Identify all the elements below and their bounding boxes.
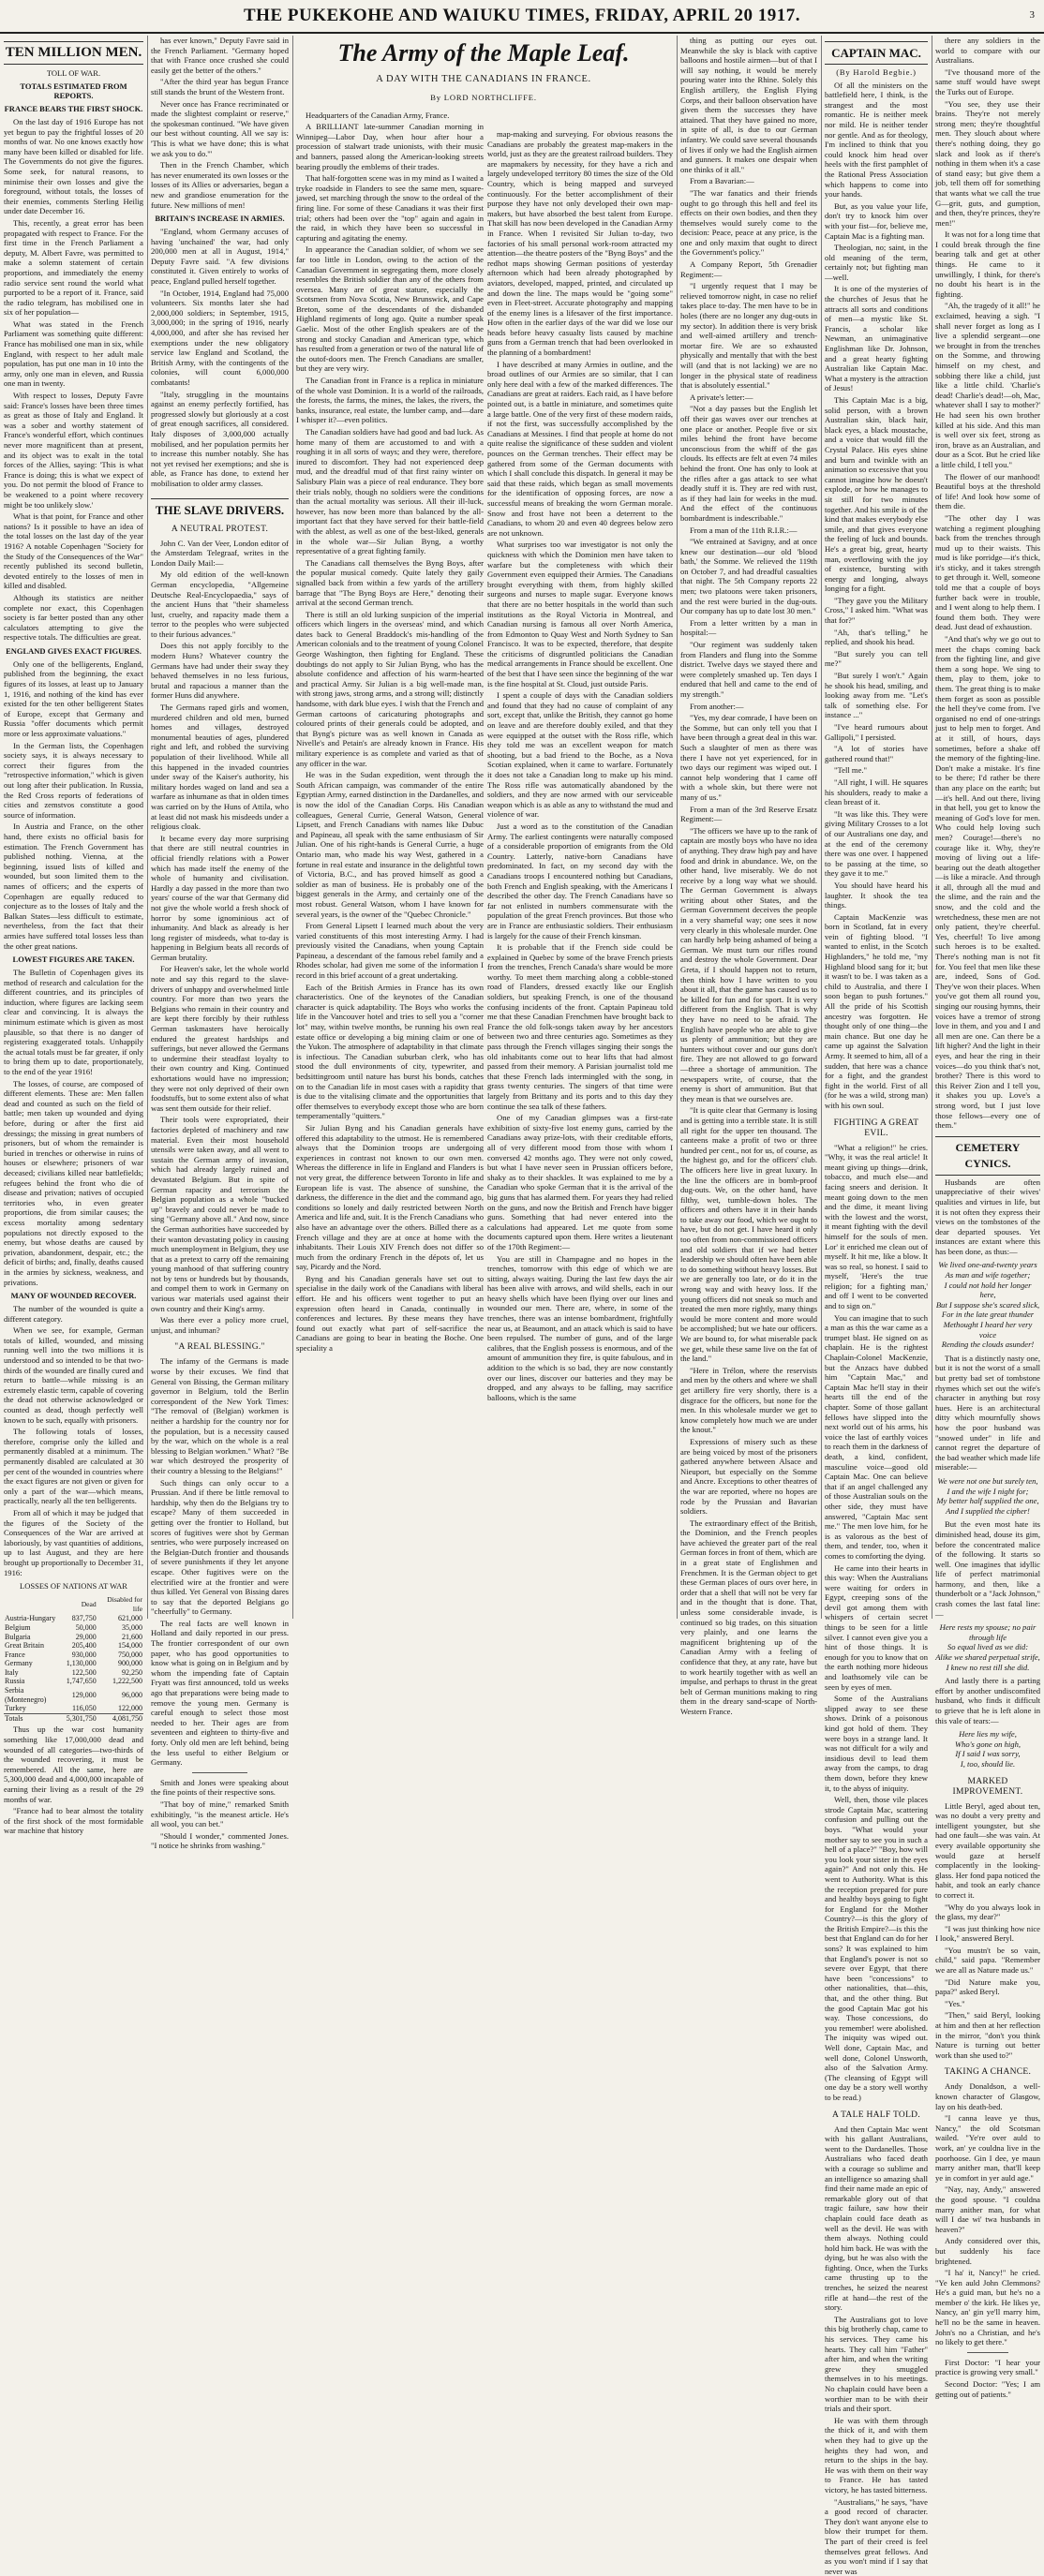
paragraph: "Australians," he says, "have a good record of character. They don't want anyone else to blow their trumpet for them. The part of their creed is feel themselves great fellows. And as you won't mind if I say that never was [825,2496,928,2576]
paragraph: "Our regiment was suddenly taken from Flanders and flung into the Somme district. Twelve days we stayed there and were completely smashed up. Ten days I endured that hell and came to the end of my strength." [680,640,817,699]
table-cell: 900,000 [118,1659,142,1668]
paragraph: "Should I wonder," commented Jones. "I notice he shrinks from washing." [151,1830,289,1851]
table-cell: Russia [5,1677,25,1686]
table-row [4,1668,143,1678]
headline-army-maple-leaf: The Army of the Maple Leaf. [337,39,630,67]
table-cell: 154,000 [118,1641,142,1651]
column-6 [825,36,928,2576]
table-cell: Turkey [5,1704,26,1713]
subhead: FRANCE BEARS THE FIRST SHOCK. [4,104,143,113]
table-header: Dead [81,1599,97,1608]
subhead: TAKING A CHANCE. [944,2067,1032,2078]
paragraph: From General Lipsett I learned much about the very varied constituents of this most interesting Army. I had previously visited the Canadians, when young Captain Papineau, a descendant of the famous rebel family and a Rhodes scholar, had given me some of the information I record in this brief account of a great undertaking. [296,921,484,981]
table-row [4,1704,143,1713]
table-cell: 4,081,750 [112,1713,142,1723]
paragraph: In the German lists, the Copenhagen society says, it is always necessary to correct their figures from the "retrospective information," which is given out long after their publication. In Russia, the Red Cross reports of federations of cities and zemstvos constitute a good source of information. [4,740,143,820]
byline: By LORD NORTHCLIFFE. [430,93,537,102]
table-cell: 1,747,650 [66,1677,97,1686]
paragraph: When we see, for example, German totals of killed, wounded, and missing running well into the two millions it is understood and so intended to be that two-thirds of the wounded are finally cured and return to battle—while missing is an extremely elastic term, capable of covering the dead not otherwise acknowledged or counted as dead, though perfectly well known to be such, equally with prisoners. [4,1325,143,1425]
paragraph: "I urgently request that I may be relieved tomorrow night, in case no relief takes place to-day. The men have to be in holes (there are no longer any dug-outs in my sector). In addition there is very brisk and well-aimed artillery and trench-mortar fire. We are so exhausted physically and mentally that with the best will (and that is not lacking) we are no longer in the physical state of readiness that is absolutely essential." [680,281,817,391]
paragraph: "Why do you always look in the glass, my dear?" [935,1902,1040,1922]
paragraph: The Canadians call themselves the Byng Boys, after the popular musical comedy. Quite lately they gaily signalled back from within a few yards of the artillery barrage that "The Byng Boys are Here," denoting their arrival at the second German trench. [296,557,484,608]
paragraph: "A lot of stories have gathered round that!" [825,744,928,763]
poem-line: I, too, should lie. [960,1758,1016,1769]
paragraph: Their tools were expropriated, their factories depleted of machinery and raw material. Even their most household utensils were taken away, and all went to sustain the German army of invasion, which had already largely ruined and devastated Belgium. But in spite of German rapacity and terrorism the Belgian population as a whole "bucked up" bravely and could never be made to sing "Germany above all." And now, since the German authorities have succeeded by their wanton devastating policy in causing much unemployment in Belgium, they use that as a pretext to carry off the remaining young manhood of that suffering country not by tens or hundreds but by thousands, and compel them to work in Germany on various war materials used against their own country and their King's army. [151,1115,289,1313]
paragraph: "What a religion!" he cries. "Why, it was the real article! It meant giving up things—drink, tobacco, and much else—and facing sneers and derision. It meant going down to the men and the dime, it meant living with the lowest and the worst, it meant fighting with the devil himself for the souls of men. Lor' it enriched me clean out of myself. It hit me, like a blow. It was so real, so honest. I said to myself, 'Here's the true religion; for a fighting man,' and off I went to be converted and to sign on." [825,1142,928,1311]
subhead: BRITAIN'S INCREASE IN ARMIES. [155,214,285,224]
epitaph-poem [935,1729,1040,1769]
table-row [4,1651,143,1660]
paragraph: "Yes." [945,1998,965,2008]
table-cell: 50,000 [75,1622,97,1632]
paragraph: "We entrained at Savigny, and at once knew our destination—our old 'blood bath,' the Somme. We relieved the 119th on October 7, and had dreadful casualties that night. The 5th Company reports 22 men; two platoons were taken prisoners, and the rest were buried in the dug-outs. Our company has up to date lost 30 men." [680,537,817,616]
poem-line: So equal lived as we did: [947,1642,1029,1652]
paragraph: "The officers we have up to the rank of captain are mostly boys who have no idea of anything. They draw high pay and have food and drink in abundance. We, on the other hand, live miserably. We do not receive by a long way what we should. The German Government is always writing about other States, and the German Government deceives the people in a very shameful way; one sees it now very clearly in this wholesale murder. One can hardly help being ashamed of being a German. We must turn our rifles round and destroy the whole Government. Dear Greta, if I should happen not to return, then think how I have written to you about it all, that the game has caused us to be killed for fun and for sport. It is very different from the English. That is why they have no need to be afraid. The English have people who are able to give us plenty of ammunition; but they are hunters without cover and our guns don't fire. They are not allowed to go forward—three a shortage of ammunition. The newspapers write, of course, that the enemy is short of ammunition. But that they mean is that we ourselves are. [680,825,817,1103]
paragraph: The Canadian soldiers have had good and bad luck. As home many of them are accustomed to and with a roughing it in all sorts of ways; and they were, therefore, inured to discomfort. They had not experienced deep mud, and the dreadful mud of that first rainy winter on Salisbury Plain was a piece of real endurance. They bore their trials nobly, though no soldiers were the conditions than the actual mortality was serious. All their ill-luck, however, has now been more than balanced by the all-important fact that they have served for their battle-field with the ablest, as well as one of the best-liked, generals in the whole war—Sir Julian Byng, a worthy representative of a great fighting family. [296,427,484,556]
paragraph: It was not for a long time that I could break through the fine bearing talk and get at other things. He came to it unwillingly, I think, for there's no doubt his heart is in the fighting. [935,229,1040,299]
paragraph: Sir Julian Byng and his Canadian generals have offered this adaptability to the utmost. He is remembered always that the Dominion troops are undergoing experiences in contrast not known to our own men. Whereas the difference in life in England and Flanders is not very great, the difference between Toronto in life and European life is vast. The absence of sunshine, the darkness, the difference in the diet and the command ago, conditions so lonely and daily restricted between North America and life and, suit. It is the French Canadians who also have an advantage over the others. Billed there as a French village and they are at once at home with the inhabitants. Their Louis XIV French does not differ so much from the ordinary French in the dépots of, let us say, Picardy and the Nord. [296,1122,484,1272]
divider [192,1772,247,1773]
paragraph: "They gave you the Military Cross," I asked him. "What was that for?" [825,595,928,626]
paragraph: "I've heard rumours about Gallipoli," I persisted. [825,722,928,742]
paragraph: "Then," said Beryl, looking at him and then at her reflection in the mirror, "don't you think Nature is turning out better work than she used to?" [935,2010,1040,2060]
paragraph: Byng and his Canadian generals have set out to specialise in the daily work of the Canadians with liberal effort. He and his officers went together to put an expression often heard in Canada, continually in conferences and lectures. By these means they have found out exactly what part of self-sacrifice the Canadians are going to bear in beating the Boche. One speciality a [296,1273,484,1354]
paragraph: Such things can only occur to a Prussian. And if there be little removal to hardship, why then do the Belgians try to escape? Many of them succeeded in getting over the frontier to Holland, but scores of fugitives were shot by German sentries, who were purposely increased on the Belgian-Dutch frontier and thousands of severe punishments if they let anyone escape. Other fugitives were on the electrified wire at the frontier and were thus killed. Yet General von Bissing dares to say that the deported Belgians go "cheerfully" to Germany. [151,1477,289,1617]
paragraph: Does this not apply forcibly to the modern Huns? Whatever country the Germans have had under their sway they behaved themselves in no less furious, brutal and rapacious a manner than the former Huns did anywhere. [151,641,289,701]
paragraph: "And that's why we go out to meet the chaps coming back from the fighting line, and give them a song hope. We sing to them, play to them, joke to them. The great thing is to make them forget as soon as possible the hell they've come from. I've organised no end of one-strings just to help men to forget. And at it still, of hours, days sometimes, before a shake off the memory of the fighting-line. Don't make a mistake. It's fine to be there; I'd rather be there than any place on the earth; but—it's hell. And out there, living in that hell, you get to know the meaning of God's love for men. Who could help loving such men? Courage!—there's no courage like it. Why, they're moving of living out a life-bearing out the death altogether—is like a miracle. And through it all, through all the mud and the slime, and the rain and the snow, and the cold and the wretchedness, these men are not only patient, they're cheerful. Yes, cheerful! To live among such heroes is to be exalted. There's nothing man is not fit for. You feel that men like these are, indeed, Sons of God. They've won their places. When you've got them all round you, singing our rousing hymns, their voices have a tremor of strong love in them, and you and I and all men are one. Can there be a lift higher? And the light in their eyes, and hear the ring in their voices—do you think that's not, brother? There is this word to this Reiver Zion and I tell you, it shakes you up. Love's a strong word, but I just love those fellows—every one of them." [935,634,1040,1131]
paragraph: A private's letter:— [690,392,753,402]
subhead: TOTALS ESTIMATED FROM REPORTS. [20,81,127,100]
subhead: FIGHTING A GREAT EVIL. [833,1118,919,1138]
paragraph: Then in the French Chamber, which has never enumerated its own losses or the losses of its Allies or adversaries, began a new and grandiose enumeration for the future. New millions of men! [151,160,289,210]
poem-line: I and the wife I night for; [947,1486,1029,1496]
paragraph: "Did Nature make you, papa?" asked Beryl. [935,1976,1040,1997]
paragraph: He was in the Sudan expedition, went through the South African campaign, was commander of the entire Egyptian Army, earned distinction in the Dardanelles, and is now the idol of the Canadian Corps. His Canadian colleagues, General Currie, General Watson, General Lipsett, and French Canadians with names like Dubuc and Papineau, all speak with the same enthusiasm of Sir Julian. One of his right-hands is General Currie, a huge Ontario man, who made his way West, gathered in a fortune in real estate and insurance in the delightful town of Victoria, B.C., and has proved himself as good a soldier as man of business. He is probably one of the biggest generals in the Army, and certainly one of the most robust. General Watson, whom I have known for several years, is the owner of the "Quebec Chronicle." [296,770,484,919]
column-rule [292,36,293,1619]
table-row [4,1623,143,1633]
paragraph: And lastly there is a parting effort by another undiscomfited husband, who finds it difficult to grieve that he is left alone in this vale of tears:— [935,1676,1040,1725]
poem-line: Here lies my wife, [959,1729,1017,1740]
subhead: LOWEST FIGURES ARE TAKEN. [12,955,135,965]
paragraph: The infamy of the Germans is made worse by their excuses. We find that General von Bissing, the German military governor in Belgium, told the Berlin correspondent of the New York Times: "The removal of (Belgian) workmen is neither a hardship for the country nor for the population, but is a necessity caused by the war, which on the whole is a real blessing to Belgian workmen." What? "Be war which destroyed the prosperity of their country a blessing to the Belgians!" [151,1356,289,1475]
paragraph: "Yes, my dear comrade, I have been on the Somme, but can only tell you that I have been through a great deal in this war. Such a slaughter of men as there was there I have not yet experienced, for in two days our regiment was wiped out. I cannot help wondering that I came off with a whole skin, but there were not many of us." [680,713,817,802]
table-cell: Great Britain [5,1641,44,1651]
paragraph: "Ah, the tragedy of it all!" he exclaimed, heaving a sigh. "I shall never forget as long as I live a splendid sergeant—one we brought in from the trenches on the Somme, and throwing himself on my chest, and sobbing there like a child, just like a little child. 'Charlie's dead! Charlie's dead!—oh, Mac, whatever shall I say to mother?' He had seen his own brother killed at his side. And this man is well over six feet, strong as iron, brave as an Australian, and dour as a Scot. But he cried like a little child, I tell you." [935,301,1040,469]
paragraph: A Company Report, 5th Grenadier Regiment:— [680,259,817,279]
poem-line: I knew no rest till she did. [946,1662,1030,1672]
paragraph: Andy Donaldson, a well-known character of Glasgow, lay on his death-bed. [935,2081,1040,2111]
paragraph: He was with them through the thick of it, and with them when they had to give up the heights they had won, and return to the ships in the bay. He was with them on their way to France. He has tasted victory, he has tasted bitterness. [825,2415,928,2495]
paragraph: "Italy, struggling in the mountains against an enemy perfectly fortified, has progressed slowly but gloriously at a cost of great enough sacrifices, all considered. Italy disposes of 3,000,000 actually mobilised, and her population permits her to increase this number notably. She has not yet revised her exemptions; and she is able, as France has done, to extend her mobilisation to older army classes. [151,389,289,488]
poem-line: For in the late great thunder [941,1310,1035,1320]
headline-cemetery-cynics: CEMETERY CYNICS. [935,1136,1040,1176]
table-title: LOSSES OF NATIONS AT WAR [20,1581,127,1591]
paragraph: From a man of the 3rd Reserve Ersatz Regiment:— [680,804,817,824]
paragraph: What is that point, for France and other nations? Is it possible to have an idea of the total losses on the last day of the year 1916? A notable Copenhagen "Society for the Study of the Consequences of the War" recently published its second bulletin, devoted entirely to the losses of men in killed and disabled. [4,511,143,591]
paragraph: With respect to losses, Deputy Favre said: France's losses have been three times as great as those of Italy and England. It was a sober and worthy statement of France's wonderful effort, which continues never more magnificent than at present, and its object was to exalt in the total forces of the Allies, saying: 'This is what France is doing; this is what we expect of you. Do not permit the blood of France to be weakened to a point where recovery might be too unlikely slow.' [4,391,143,510]
table-cell: 122,500 [71,1667,97,1677]
newspaper-title: THE PUKEKOHE AND WAIUKU TIMES, FRIDAY, APRIL 20 1917. [244,6,800,25]
poem-line: But I suppose she's scared slick, [935,1299,1040,1310]
paragraph: You can imagine that to such a man as this the war came as a trumpet blast. He signed on as chaplain. He is the rightest Chaplain-Colonel MacKenzie, but the Anzacs have dubbed him "Captain Mac," and Captain Mac he'll stay in their hearts till the end of the chapter. Some of those gallant fellows have slipped into the next world out of his arms, his voice the last of earthly voices to reach them in the darkness of death, a kind, confident, masculine voice—good old Captain Mac. One can believe that if an angel challenged any of those Australian souls on the other side, they must have answered, "Captain Mac sent me." The men love him, for he is as valorous as the best of them, and tender, too, when it comes to comforting the dying. [825,1312,928,1561]
subhead: MARKED IMPROVEMENT. [952,1776,1023,1797]
table-cell: 205,400 [71,1641,97,1651]
paragraph: I spent a couple of days with the Canadian soldiers and found that they had no cause of complaint of any sort, except that, unlike the British, they cannot go home on leave and are therefore doubly exiled, and that they were equipped at the outset with the Ross rifle, which they told me was an excellent weapon for match shooting, but a bad friend to the Boche, as a Nova Scotian explained, when it came to warfare. Fortunately it does not take a Canadian long to make up his mind. The Ross rifle was automatically abandoned by the soldiers, and they are now armed with our serviceable weapon which is as able as any to withstand the mud and violence of war. [487,690,673,820]
table-cell: 92,250 [122,1667,142,1677]
poem-line: And I supplied the cipher! [946,1505,1030,1516]
poem-line: I could not hold her longer here, [944,1280,1032,1300]
paragraph: has ever known," Deputy Favre said in the French Parliament. "Germany hoped that with France once crushed she could easily get the better of the others." [151,36,289,75]
table-row [4,1659,143,1668]
table-cell: 96,000 [122,1690,142,1699]
epitaph-poem [935,1622,1040,1672]
poem-line: We lived one-and-twenty years [938,1260,1037,1270]
paragraph: This Captain Mac is a big, solid person, with a brown Australian skin, black hair, black eyes, a black moustache, and a voice that would fill the Crystal Palace. His eyes shine and burn and twinkle with an animation so excessive that you cannot imagine how he doesn't explode, or how he manages to sit still for two minutes together. And his smile is of the kind that makes everybody else smile, and that gives everyone the feeling of luck and bounds. He's a great big, great, hearty man, overflowing with the joy of existence, bursting with energy and longing, always longing for a fight. [825,395,928,594]
table-cell: 750,000 [118,1650,142,1659]
headline-captain-mac: CAPTAIN MAC. [825,41,928,65]
epitaph-poem [935,1476,1040,1516]
paragraph: A BRILLIANT late-summer Canadian morning in Winnipeg—Labor Day, when hour after hour a procession of stalwart trade unionists, with their music and banners, passed along the American-looking streets bearing proudly the emblems of their trades. [296,122,484,171]
poem-line: Alike we shared perpetual strife, [935,1652,1040,1663]
poem-line: We were not one but surely ten, [937,1475,1038,1486]
paragraph: You are still in Champagne and no hopes in the trenches, tomorrow with this edge of which we are sitting, always waiting. During the last few days the air has been alive with arrows, and wild shells, each in our heavy shells which have been flying over our lines and wounded our men. There are, where, in some of the trenches, there was an intense bombardment, frightfully near us, at Beaumont, and an attack which is said to have been repulsed. The number of guns, and of the large calibres, that the English possess is enormous, and of the amount of ammunition they fire, is quite fabulous, and in addition to the which is so bad, they are now constantly over our lines, discover our batteries and they may be dropped, and any always to be falling, may sacrifice balloons, which is the same [487,1253,673,1402]
paragraph: Expressions of misery such as these are being voiced by most of the prisoners gathered anywhere between Alsace and Nieuport, but especially on the Somme and Ancre. Exceptions to other theatres of the war are reported, where no hopes are rode by the Prussian and Bavarian soldiers. [680,1436,817,1517]
paragraph: Well, then, those vile places strode Captain Mac, scattering confusion and pulling out the boys. "What would your mother say to see you in such a hell of a place?" "Boy, how will you look your sister in the eyes again?" And not only this. He went to Authority. What is this the reception prepared for pure and healthy boys going to fight for England for the Mother Country?—is this the glory of the British Empire?—is this the best that England can do for her sons? It was explained to him that England's power is not so severe over Egypt, that there have been "concessions" to other nationalities, that—this, that, and the other thing. But the good Captain Mac got his way. Those concessions, do you remember! were abolished. The iniquity was wiped out. Well done, Captain Mac, and well done, Colonel Unsworth, also of the Salvation Army. (The cleansing of Egypt will one day be a story well worthy to be read.) [825,1795,928,2102]
paragraph: Smith and Jones were speaking about the fine points of their respective sons. [151,1777,289,1798]
paragraph: It became every day more surprising that there are still neutral countries in official friendly relations with a Power which has made itself the enemy of the whole of humanity and civilisation. Hardly a day passed in the more than two years' course of the war that Germany did not give the whole world a fresh shock of horror by some ignominious act of inhumanity. And black as already is her long register of misdeeds, what to-day is happening in Belgium beats all records of German brutality. [151,833,289,962]
paragraph: The Australians got to love this big brotherly chap, came to his services. They came his hearts. They call him "Father" after him, and when the writing grew they smuggled themselves in to his meetings. No chaplain could have been a worthier man to be with their trials and their sport. [825,2314,928,2414]
paragraph: "Here in Trélon, where the reservists and men by the others and where we shall get artillery fire very shortly, there is a disgrace for the officers, but none for the men. In this wholesale murder we get to know completely how much we are under the knout." [680,1365,817,1435]
paragraph: From a man of the 11th R.I.R.:— [690,525,798,535]
paragraph: It is one of the mysteries of the churches of Jesus that he attracts all sorts and conditions of men—a mystic like St. Francis, a scholar like Newman, an unimaginative Englishman like Dr. Johnson, and a great hearty fighting Australian like Captain Mac. What a mystery is the attraction of Jesus! [825,284,928,393]
poem-line: If I said I was sorry, [955,1749,1021,1759]
poem-line: My better half supplied the one, [936,1496,1039,1506]
paragraph: "Tell me." [834,765,868,776]
column-rule [677,36,678,1619]
paragraph: The number of the wounded is quite a different category. [4,1304,143,1324]
paragraph: "All right, I will. He squares his shoulders, ready to make a clean breast of it. [825,777,928,807]
paragraph: What surprises too war investigator is not only the quickness with which the Dominion men have taken to warfare but the completeness with which their Government even equipped their Armies. The Canadians brought everything with them, from highly skilled surgeons and nurses to maple sugar. Everyone knows that there are no better hospitals in the world than such institutions as the Royal Victoria in Montreal, and Canadian nursing is famous all over North America, from Edmonton to Quay West and North Sydney to San Francisco. It was to be expected, therefore, that despite the criticisms of disgruntled politicians the Canadian medical arrangements in France should be excellent. One of the best that I have seen since the beginning of the war is the fine hospital at St. Cloud, just outside Paris. [487,540,673,688]
column-1 [4,36,143,1836]
column-rule [821,36,822,1619]
subhead: "A REAL BLESSING." [174,1342,265,1353]
paragraph: Second Doctor: "Yes; I am getting out of patients." [935,2379,1040,2399]
paragraph: "That boy of mine," remarked Smith exhibitingly, "is the meanest article. He's all wool, you can bet." [151,1799,289,1829]
table-cell: 1,130,000 [66,1659,97,1668]
paragraph: "You mustn't be so vain, child," said papa. "Remember we are all as Nature made us." [935,1945,1040,1976]
subhead: A DAY WITH THE CANADIANS IN FRANCE. [376,74,591,84]
paragraph: "I was just thinking how nice I look," answered Beryl. [935,1923,1040,1944]
paragraph: But the even most hate its diminished head, douse its gim, before the concentrated malice of the following. It starts so well. One imagines that idyllic life of perfect matrimonial harmony, and then, like a thunderbolt or a "Jack Johnson," crash comes the last fatal line:— [935,1519,1040,1619]
paragraph: "After the third year has begun France still stands the brunt of the Western front. [151,77,289,96]
paragraph: Thus up the war cost humanity something like 17,000,000 dead and wounded of all categories—two-thirds of the wounded recovering, it must be remembered. All the same, here are 5,300,000 dead and 4,000,000 incapable of earning their living as a result of the 29 months of war. [4,1725,143,1804]
paragraph: The real facts are well known in Holland and daily reported in our press. The frontier correspondent of our own paper, who has good opportunities to know what is going on in Belgium and by whom the impending fate of Captain Fryatt was first announced, told us weeks ago that preparations were being made to remove the young men. Germany is careful enough to select those most needed to her. Their ages are from seventeen and eighteen to thirty-five and forty. Only old men are left behind, being the less useful to either Belgium or Germany. [151,1618,289,1768]
column-7 [935,36,1040,2399]
paragraph: "The other day I was watching a regiment ploughing back from the trenches through mud up to their waists. This mud is like porridge—it's thick, it's sticky, and it takes strength to get through it. Well, someone told me that a couple of boys further back were in trouble, and I went along to help them. I found them both. They were dead. Just dead of exhaustion. [935,512,1040,632]
table-cell: 21,600 [122,1632,142,1641]
paragraph: You should have heard his laughter. It shook the tea things. [825,880,928,910]
paragraph: "It is quite clear that Germany is losing and is getting into a terrible state. It is still all right for the upper ten thousand. The canteens make a profit of two or three hundred per cent., not for us, of course, as the highest go, and for the officers' club. The officers here live in great luxury. In the line the officers are in bomb-proof dug-outs. We, on the other hand, have filthy, wet, tumble-down holes. The officers and others have it in their hands to take away our food, which we ought to have, but do not get. I have heard it only too often from non-commissioned officers and old soldiers that if we had better leadership we should often have been able to do something without heavy losses. But we are generally too late, or do it in the wrong way and with heavy loss. If the young officers did not sneak so much and treated the men more rightly, many things would be more content and more would be accomplished; but we hate our officers. We are bound to, for what miserable pack we get, while these same live on the fat of the land." [680,1105,817,1364]
table-row [4,1686,143,1704]
paragraph: Captain MacKenzie was born in Scotland, fat in every vein of fighting blood. "I wanted to enlist, in the Scotch Highlanders," he told me, "my Highland blood sang for it; but it wasn't to be. I was taken as a child to Australia, and there I soon began to push fortunes." All the pride of his Scottish ancestry was forgotten. He thought only of one thing—the main chance. But one day he came up against the Salvation Army. It seemed to him, all of a sudden, that here was a chance for a fight, and the grandest fight in the world. First of all (for he was a wild, strong man) with his own soul. [825,911,928,1110]
paragraph: Although its statistics are neither complete nor exact, this Copenhagen society is far better posted than any other calculators attempting to give the respective totals. The difficulties are great. [4,592,143,643]
paragraph: The Germans raped girls and women, murdered children and old men, burned homes and villages, destroyed monumental beauties of ages, plundered right and left, and robbed the surviving population of their livelihood. While all this happened in the invaded countries under sway of the Kaiser's authority, his military hordes waged on land and sea a warfare as inhumane as that in olden times was carried on by the Huns of Attila, who at least did not mask his misdeeds under a religious cloak. [151,703,289,832]
poem-line: Here rests my spouse; no pair through life [939,1622,1037,1642]
table-cell: Austria-Hungary [5,1614,56,1623]
table-header [4,1594,66,1614]
poem-line: Methought I heard her very voice [943,1320,1033,1340]
table-cell: 930,000 [71,1650,97,1659]
paragraph: Headquarters of the Canadian Army, France. [306,110,450,120]
subhead: MANY OF WOUNDED RECOVER. [10,1291,137,1301]
table-cell: 129,000 [71,1690,97,1699]
masthead [0,0,1044,34]
paragraph: Theologian, no; saint, in the old meaning of the term, certainly not; but fighting man—well. [825,243,928,282]
paragraph: This, recently, a great error has been propagated with respect to France. For the first time in the French Parliament a deputy, M. Albert Favre, was permitted to make a solemn statement of certain proportions, and immediately the enemy radio service sent round the world what purported to be a report of it. France, said the radio telegram, has mobilised one in six of her population— [4,217,143,318]
column-rule [147,36,148,1619]
paragraph: there any soldiers in the world to compare with our Australians. [935,36,1040,66]
paragraph: From all of which it may be judged that the figures of the Society of the Consequences of the War are arrived at laboriously, by vast quantities of additions, up to last August, and they are here brought up proportionally to December 31, 1916: [4,1507,143,1577]
paragraph: "Nay, nay, Andy," answered the good spouse. "I couldna marry anither man, for what will I dae wi' twa husbands in heaven?" [935,2184,1040,2234]
paragraph: On the last day of 1916 Europe has not yet begun to pay the frightful losses of 20 months of war. No one knows exactly how many have been killed or disabled for life. The Governments do not give the figures. Some seek, for natural reasons, to minimise their own losses and give the foreground, without totals, the losses of their enemies, comments Sterling Heilig under date December 16. [4,117,143,216]
paragraph: Each of the British Armies in France has its own characteristics. One of the keynotes of the Canadian character is quick adaptability. The Boys who works the life in the Vancouver hotel and tries to sell you a "corner lot" may, within twelve months, be running his own real estate office or developing a big mining claim or one of the Yukon. The atmosphere of adaptability in that climate is infectious. The Canadian suburban clerk, who has stood the dull environments of city, typewriter, and bedsittingroom until nature has burst his bonds, catches on to the Canadian life in most cases with a rapidity that is due to the vitalising climate and the opportunities that offer themselves to everybody except those who are born temperamentally "quitters." [296,982,484,1121]
table-cell: Germany [5,1659,33,1668]
table-row [4,1633,143,1642]
paragraph: Andy considered over this, but suddenly his face brightened. [935,2236,1040,2266]
paragraph: "I canna leave ye thus, Nancy," the old Scotsman wailed. "Ye're over auld to work, an' ye couldna live in the poorhoose. Gin I dee, ye maun marry anither man, that'll keep ye in comfort in yer auld age." [935,2113,1040,2183]
poem-line: As man and wife together; [945,1270,1031,1281]
table-cell: Italy [5,1667,19,1677]
divider [967,2352,1009,2353]
paragraph: There is still an old lurking suspicion of the imperial officers which lingers in the overseas' mind, and which dates back to General Braddock's mis-handling of the American colonials and to the treatment of young Colonel George Washington, then fighting for England. These doubtings do not apply to Sir Julian Byng, who has the absolute confidence and affection of his warm-hearted and practical Army. Sir Julian is a big well-made man, with strong jaws, strong arms, and a strong will; distinctly handsome, with dark blue eyes. I wish that the French and German cartoons of caricaturing photographs and coloured prints of their generals could be adopted, and that Byng's picture was as well known in Canada as Nivelle's and Petain's are already known in France. His military experience is as complete and varied as that of any officer in the war. [296,609,484,768]
paragraph: John C. Van der Veer, London editor of the Amsterdam Telegraaf, writes in the London Daily Mail:— [151,538,289,568]
paragraph: "But surely you can tell me?" [825,648,928,669]
paragraph: Some of the Australians slipped away to see these shows. Drink of a poisonous kind got hold of them. They were boys in a strange land. It was not difficult for a wily and insidious devil to lead them away from the camps, to drag them down, before they knew it, to the abyss of iniquity. [825,1694,928,1793]
paragraph: "But surely I won't." Again he shook his head, smiling, and looking away from me. "Let's talk of something else. For instance ..." [825,671,928,720]
paragraph: One of my Canadian glimpses was a first-rate exhibition of sixty-five lost enemy guns, carried by the Canadians away prize-lots, with their creditable efforts, all of very different mood from those with whom I conversed 42 months ago. They were not only cowed, but what I have never seen in Prussian officers before, shaky as to their shackles. It was explained to me by a Canadian who spoke German that it is the arrival of the big guns that has alarmed them. For years they had relied on the guns, and now the British and French have bigger guns. Something that had never entered into the calculations had appeared. Let me quote from some documents captured upon them. Here writes a lieutenant of the 170th Regiment:— [487,1113,673,1251]
paragraph: Was there ever a policy more cruel, unjust, and inhuman? [151,1315,289,1335]
paragraph: map-making and surveying. For obvious reasons the Canadians are probably the greatest map-makers in the world, just as they are the greatest railroad builders. They are mapmakers by necessity, for they have a rich and largely undeveloped territory 80 times the size of the Old Country, which is being mapped and surveyed continuously. For the better accomplishment of their purpose they have not only developed their own map-makers, but have absorbed the best talent from Europe. That skill has now been developed in the Canadian Army in France. When I revisited Sir Julian to-day, two factories of his small personal work-room attracted my attention—the theatre posters of the "Byng Boys" and the redhot maps showing German positions of yesterday afternoon which had been already photographed by aviators, developed, mapped, printed, and circulated up and down the line. The maps would be "going some" even in Fleet-street. Accurate photography and mapping of the enemy lines is a lifesaver of the first importance. How often in the earlier days of the war did we lose our heads before heavy casualty lists caused by machine guns from a German trench that had been overlooked in the planning of a bombardment! [487,129,673,358]
paragraph: "The war fanatics and their friends ought to go through this hell and feel its effects on their own bodies, and then they themselves would surely come to the decision: Peace, peace at any price, is the one and only maxim that ought to direct the Government's policy." [680,187,817,258]
table-cell: 122,000 [118,1704,142,1713]
column-5 [680,36,817,1716]
paragraph: "It was like this. They were giving Military Crosses to a lot of our Australians one day, and at the end of the ceremony there was one over. I happened to be passing at the time, so they gave it to me." [825,808,928,879]
losses-table [4,1594,143,1723]
table-header: Disabled for life [107,1595,142,1613]
paragraph: Never once has France recriminated or made the slightest complaint or reserve," the spokesman continued. "We have given our best without counting. All we say is: 'This is what we have done; this is what we ask you to do.'" [151,98,289,158]
paragraph: The Bulletin of Copenhagen gives its method of research and calculation for the different countries, and its principles of induction, where figures are lacking seem clear and convincing. It is always the minimum estimate which is given as most plausible, so that there is no danger of registering exaggerated totals. Unhappily the actual totals must be far greater, if only to bring them up to date, proportionately, to the end of the year 1916! [4,968,143,1077]
table-total-row [4,1713,143,1723]
paragraph: He came into their hearts in this way: When the Australians were waiting for orders in Egypt, creeping sons of the devil got among them with whispers of certain secret things to be seen for a little silver. I cannot even give you a hint of those things. It is enough for you to know that on the earth nothing more hideous and loathsomely vile can be seen by eyes of men. [825,1562,928,1692]
table-cell: 837,750 [71,1614,97,1623]
paragraph: But, as you value your life, don't try to knock him over with your fist—for, believe me, Captain Mac is a fighting man. [825,200,928,241]
paragraph: For Heaven's sake, let the whole world note and say this regard to the slave-drivers of unhappy and overwhelmed little country. For more than two years the Belgians who remain in their country and are kept there forcibly by their ruthless German taskmasters have heroically endured the greatest hardships and sufferings, but never allowed the Germans to undermine their steadfast loyalty to their own country and King. Continued exhortations would have no impression; they were not only deprived of their own foodstuffs, but to some extent also of what was sent them outside for their relief. [151,964,289,1113]
subhead: TOLL OF WAR. [46,68,101,78]
paragraph: "In October, 1914, England had 75,000 volunteers. Six months later she had 2,000,000 soldiers; in September, 1915, 3,000,000; in the spring of 1916, nearly 4,000,000, and after she has revised her exemptions under the new obligatory service law England and Scotland, the British Army, with the contingents of the colonies, will count 6,000,000 combatants! [151,288,289,387]
page-number: 3 [1029,9,1035,21]
table-cell: 35,000 [122,1622,142,1632]
headline-slave-drivers: THE SLAVE DRIVERS. [151,498,289,517]
paragraph: The flower of our manhood! Beautiful boys at the threshold of life! And look how some of them die. [935,471,1040,511]
paragraph: Husbands are often unappreciative of their wives' qualities and virtues in life, but it is not often they express their views on the tombstones of the dear departed spouses. Yet instances are extant where this has been done, as thus:— [935,1177,1040,1256]
column-2 [151,36,289,1851]
paragraph: The Canadian front in France is a replica in miniature of the whole vast Dominion. It is a world of the railroads, the forests, the farms, the mines, the lakes, the rivers, the banks, insurance, real estate, the lumber camp, and—dare I whisper it?—even politics. [296,376,484,425]
paragraph: "England, whom Germany accuses of having 'unchained' the war, had only 200,000 men at all in August, 1914," Deputy Favre said. "A few divisions constituted it. Given entirely to works of peace, England pulled herself together. [151,227,289,287]
paragraph: "France had to bear almost the totality of the first shock of the most formidable war machine that history [4,1806,143,1836]
paragraph: It is probable that if the French side could be explained in Quebec by some of the brave French priests from the trenches, French Canada's share would be more worthy. To meet them marching along a cobble-stoned road of Flanders, dressed exactly like our English soldiers, but speaking French, is one of the thousand confusing incidents of the front. Captain Papineau told me that these Canadian Frenchmen have brought back to France the old folk-songs taken away by her ancestors between two and three centuries ago. Sometimes as they pass through the French villages singing their songs the old inhabitants come out to hear lifts that had almost passed from their memory. A Parisian journalist told me that these French lads intermingled with the song, in grass twenty centuries. The singers of that time were largely from Brittany and its ports and to this day they continue the sea talk of these fathers. [487,942,673,1111]
paragraph: In Austria and France, on the other hand, there exists no official basis for estimation. The French Government has published nothing. Vienna, at the beginning, issued lists of killed and wounded, but soon limited them to the names of officers; and the experts of Copenhagen are equally reduced to conjecture as to the losses of Italy and the Balkan States—less difficult to estimate, nevertheless, from the fact that their armies have suffered total losses less than the other great nations. [4,822,143,951]
paragraph: Little Beryl, aged about ten, was no doubt a very pretty and intelligent youngster, but she had one fault—she was vain. At every available opportunity she would gaze at herself complacently in the looking-glass. Her fond papa noticed the habit, and took an early chance to correct it. [935,1800,1040,1900]
paragraph: From a Bavarian:— [690,176,754,186]
table-header-row [4,1594,143,1614]
table-cell: Belgium [5,1622,31,1632]
table-cell: 621,000 [118,1614,142,1623]
table-cell: 29,000 [75,1632,97,1641]
table-cell: Totals [5,1713,23,1723]
paragraph: Only one of the belligerents, England, published from the beginning, the exact figures of its losses, at least up to January 1, 1916, and nothing of the kind has ever existed for the ten other belligerent States of Europe, except that Germany and Russia "offer documents which permit more or less approximate valuations." [4,659,143,739]
epitaph-poem [935,1260,1040,1349]
paragraph: That is a distinctly nasty one, but it is not the worst of a small but pretty bad set of tombstone rhymes which set out the wife's character in anything but rosy hues. Here is an architectural ditty which mournfully shows how the poor husband was "snowed under" in life and cannot regret the departure of the bad weather which made life miserable:— [935,1353,1040,1473]
paragraph: "I ha' it, Nancy!" he cried. "Ye ken auld John Clemmons? He's a guid man, but he's no a member o' the kirk. He likes ye, Nancy, an' gin ye'll marry him, he'll no be the same in heaven. John's no a Christian, and he's no likely to get there." [935,2268,1040,2347]
poem-line: Who's gone on high, [954,1739,1022,1749]
paragraph: Just a word as to the constitution of the Canadian Army. The earliest contingents were naturally composed of a considerable proportion of emigrants from the Old Country. Latterly, native-born Canadians have predominated. In fact, on my second day with the Canadians troops I encountered nothing but Canadians, both French and English speaking, with the Americans I described the other day. The French Canadians have so far not enlisted in numbers commensurate with the population of the great French provinces. But those who are in France are enthusiastic soldiers. Their enthusiasm is largely for the cause of their French kinsman. [487,821,673,940]
byline: (By Harold Begbie.) [836,67,917,77]
column-4 [487,129,673,1621]
paragraph: "Ah, that's telling," he replied, and shook his head. [825,627,928,647]
paragraph: I have described at many Armies in outline, and the broad outlines of our Armies are so similar, that I can only here deal with a few of the marked differences. The Canadians are great at raiders. Each raid, as I have before pointed out, is a battle in miniature, and sometimes quite a large battle. One of the very first of these modern raids, if not the first, was successfully accomplished by the Canadians at Messines. I find that people at home do not quite realise the significance of these sudden and violent pounces on the German trenches. Their effect may be gathered from some of the German documents with which I shall conclude this dispatch. In general it may be said that these raids, which began as small movements for the identification of opposing forces, are now a successful means of breaking the worn German morale. Snow and frost have not been a deterrent to the Canadians, to whom 20 and even 40 degrees below zero are not unknown. [487,359,673,538]
table-row [4,1614,143,1623]
table-cell: Bulgaria [5,1632,31,1641]
table-row [4,1641,143,1651]
paragraph: "You see, they use their brains. They're not merely strong men; they're thoughtful men. They slouch about where there's nothing doing, they go slack and look as if there's nothing in them when it's a case of stand easy; but give them a job, tell them off for something that wants what we call the true G—grit, guts, and gumption, and then, they're princes, they're men!" [935,98,1040,228]
paragraph: From another:— [690,701,744,711]
table-cell: 116,050 [72,1704,97,1713]
paragraph: My old edition of the well-known German encyclopedia, "Allgemeine Deutsche Real-Encyclopaedia," says of the ancient Huns that "their shameless lust, cruelty, and rapacity made them a terror to the peoples who were subjected to their furious advances." [151,570,289,639]
paragraph: The losses, of course, are composed of different elements. These are: Men fallen dead and counted as such on the field of battle; men taken up wounded and dying before, during or after the first aid dressings; the missing in great numbers of prisoners, but of whom the remainder is buried in trenches or otherwise in ruins of houses or elsewhere; prisoners of war deceased; civilians killed near battlefields; refugees behind the front who die of disease and privation; natives of occupied territories who, in even greater proportions, die from similar causes; the excess mortality among sedentary populations not directly exposed to the enemy, but whose deaths are caused by privation, abandonment, despair, etc.; the deficit of births; and, finally, deaths caused in the armies by sickness, weakness, and privations. [4,1078,143,1287]
subhead: ENGLAND GIVES EXACT FIGURES. [6,645,142,656]
paragraph: And then Captain Mac went with his gallant Australians, went to the Dardanelles. Those Australians who faced death with a courage so sublime and an intelligence so amazing shall find their name made an epic of remarkable glory out of that tragic failure, saw how their chaplain could face death as well as the devil. He was with them always. Nothing could hold him back. He was with the dying, but he was also with the fighting. Once, when the Turks came thrusting up to the trenches, he seized the nearest rifle at hand—the rest of the story. [825,2124,928,2313]
paragraph: That half-forgotten scene was in my mind as I waited a tryke roadside in Flanders to see the same men, square-jawed, set marching through the snow to the ordeal of the firing line. For some of these Canadians it was their first trial; others had been over the "top" again and again in the raid, in which they have been so successful in capturing and agitating the enemy. [296,173,484,243]
paragraph: The following totals of losses, therefore, comprise only the killed and permanently disabled at a minimum. The permanently disabled are calculated at 30 per cent of the wounded in countries where the exact figures are not given or given for only a part of the war—which means, practically, nearly all the ten belligerents. [4,1427,143,1506]
poem-line: Rending the clouds asunder! [941,1340,1035,1350]
subhead: A NEUTRAL PROTEST. [171,524,269,534]
paragraph: From a letter written by a man in hospital:— [680,617,817,638]
table-row [4,1677,143,1686]
paragraph: In appearance the Canadian soldier, of whom we see far too little in London, owing to the action of the Canadian Government in segregating them, more closely resembles the British soldier than any of the others from oversea. Many are of great stature, especially the Scotsmen from Nova Scotia, New Brunswick, and Cape Breton, some of the descendants of the disbanded Highland regiments of long ago. Quite a number speak Gaelic. Most of the other English speakers are of the strong and stocky Canadian and American type, which has resulted from a generation or two of the natural life of the outof-doors men. The French Canadians are smaller, but they are very wiry. [296,244,484,374]
paragraph: "Not a day passes but the English let off their gas waves over our trenches at one place or another. People five or six miles behind the front have become unconscious from the whiff of the gas clouds. Its effects are felt at even 74 miles behind the front. One has only to look at the rifles after a gas attack to see what deadly stuff it is. They are red with rust, as if they had lain for weeks in the mud. And the effect of the continuous bombardment is indescribable." [680,404,817,523]
paragraph: The extraordinary effect of the British, the Dominion, and the French peoples have achieved the greater part of the real German forces in front of them, which are in a great state of Englishmen and Frenchmen. It is the German object to get these German places of ours over here, in order that a shell that will not be very far and in the thought that is done. That, unless some considerable invade, is continued so big trades, on this situation very plainly, and one learns the magnificent brightening up of the Canadian Army with a feeling of confidence that they, at any rate, have but to work heartily together with as well an impulse, and perhaps to thrust in the great belt of German munitions making to ring them in the dreary sand-scape of North-Western France. [680,1517,817,1716]
paragraph: What was stated in the French Parliament was something quite different: France has mobilised one man in six, while England, with respect to her adult male population, has put one man in 10 into the army, only one man in eleven, and Russia one man in twenty. [4,318,143,389]
paragraph: "I've thousand more of the same stuff would have swept the Turks out of Europe. [935,67,1040,96]
subhead: A TALE HALF TOLD. [831,2110,921,2120]
table-cell: France [5,1650,25,1659]
paragraph: First Doctor: "I hear your practice is growing very small." [935,2357,1040,2377]
paragraph: thing as putting our eyes out. Meanwhile the sky is black with captive balloons and hostile airmen—but of that I will say nothing, it would be merely pouring water into the Rhine. Solely this English artillery, the English Flying Corps, and their balloon observation have given them the successes they have attained. That they have gained no more, in spite of all, is due to our German infantry. We could save several thousands of lives if only we had the English airmen and gunners. It makes one despair when one thinks of it all." [680,36,817,174]
paragraph: Of all the ministers on the battlefield here, I think, is the strangest and the most romantic. He is neither meek nor mild. He is neither tender nor gentle. And as for theology, I'm inclined to think that you could knock him head over heels with the first pamphlet of the Rational Press Association which happens to come into your hands. [825,80,928,200]
table-cell: Serbia (Montenegro) [5,1686,47,1704]
table-cell: 5,301,750 [66,1713,97,1723]
table-cell: 1,222,500 [112,1677,142,1686]
headline-ten-million-men: TEN MILLION MEN. [4,41,143,65]
